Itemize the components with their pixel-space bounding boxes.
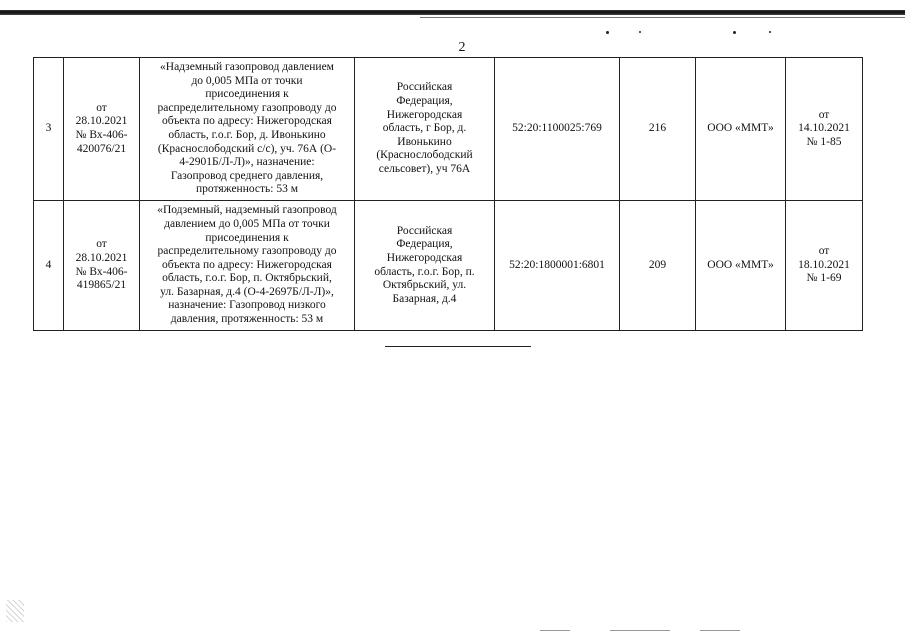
cell-request-line: 28.10.2021 <box>75 251 128 264</box>
cell-object-line: область, г.о.г. Бор, д. Ивонькино <box>168 129 326 141</box>
cell-object-line: до 0,005 МПа от точки <box>191 74 303 87</box>
cell-address-line: Нижегородская <box>386 108 463 121</box>
cell-object-line: 4-2901Б/Л-Л)», назначение: <box>179 156 315 169</box>
cell-object-line: распределительному газопроводу до <box>157 245 337 258</box>
cell-address-line: Федерация, <box>396 238 453 251</box>
cell-order-line: № 1-69 <box>806 272 842 285</box>
scan-edge-line <box>420 17 905 18</box>
cell-object-line: область, г.о.г. Бор, п. Октябрьский, <box>162 272 332 285</box>
cell-cadastral-value: 52:20:1100025:769 <box>512 122 602 135</box>
cell-request-line: 419865/21 <box>76 279 127 292</box>
cell-object-line: объекта по адресу: Нижегородская <box>162 258 332 271</box>
cell-address-line: Российская <box>396 224 453 237</box>
cell-object-line: присоединения к <box>205 231 289 244</box>
cell-address-line: сельсовет), уч 76А <box>378 162 471 175</box>
cell-request <box>64 58 140 201</box>
cell-address-line: Октябрьский, ул. <box>382 279 467 292</box>
cell-area-value: 216 <box>648 122 667 135</box>
scan-speck <box>769 31 771 33</box>
scan-speck <box>639 31 641 33</box>
cell-address-line: область, г.о.г. Бор, п. <box>374 265 475 278</box>
cell-address <box>355 201 495 331</box>
cell-cadastral-value: 52:20:1800001:6801 <box>509 258 605 271</box>
separator-line <box>385 346 531 347</box>
cell-index <box>34 58 64 201</box>
scan-noise <box>610 630 670 631</box>
cell-area <box>620 201 696 331</box>
cell-request-line: от <box>96 238 107 251</box>
cell-order-line: 18.10.2021 <box>798 258 850 271</box>
cell-owner-value: ООО «ММТ» <box>707 122 774 135</box>
cell-address-line: Нижегородская <box>386 251 463 264</box>
cell-order-line: 14.10.2021 <box>798 122 850 135</box>
cell-request-line: № Вх-406- <box>75 265 128 278</box>
cell-order <box>786 201 863 331</box>
cell-request-line: 28.10.2021 <box>75 115 128 128</box>
cell-order <box>786 58 863 201</box>
cell-area-value: 209 <box>648 258 667 271</box>
cell-area <box>620 58 696 201</box>
cell-address-line: Российская <box>396 81 453 94</box>
cell-owner <box>696 201 786 331</box>
scan-speck <box>733 31 736 34</box>
page-number: 2 <box>458 40 466 55</box>
cell-owner-value: ООО «ММТ» <box>707 258 774 271</box>
scan-noise <box>700 630 740 631</box>
cell-index-value: 3 <box>45 122 52 135</box>
cell-address-line: (Краснослободский <box>376 149 473 162</box>
scan-noise <box>540 630 570 631</box>
cell-object-line: протяженность: 53 м <box>195 183 298 196</box>
cell-cadastral <box>495 201 620 331</box>
cell-object-line: Газопровод среднего давления, <box>170 169 324 182</box>
table-row <box>34 58 863 201</box>
scan-speck <box>606 31 609 34</box>
cell-object-line: «Надземный газопровод давлением <box>160 61 334 74</box>
cell-order-line: от <box>818 108 830 121</box>
register-table <box>33 57 863 331</box>
cell-address-line: область, г Бор, д. <box>382 122 467 135</box>
cell-owner <box>696 58 786 201</box>
cell-object-line: «Подземный, надземный газопровод <box>157 204 337 217</box>
cell-object <box>140 58 355 201</box>
cell-cadastral <box>495 58 620 201</box>
cell-address-line: Федерация, <box>396 95 453 108</box>
cell-object-line: объекта по адресу: Нижегородская <box>162 115 332 128</box>
cell-object-line: распределительному газопроводу до <box>157 101 337 114</box>
cell-object-line: давлением до 0,005 МПа от точки <box>164 217 330 230</box>
cell-address-line: Ивонькино <box>397 135 452 148</box>
scan-noise <box>6 600 24 622</box>
cell-request-line: № Вх-406- <box>75 129 128 141</box>
cell-index-value: 4 <box>45 258 52 271</box>
cell-address-line: Базарная, д.4 <box>392 292 457 305</box>
cell-order-line: от <box>818 245 830 258</box>
cell-request-line: от <box>96 101 107 114</box>
cell-request <box>64 201 140 331</box>
cell-object-line: назначение: Газопровод низкого <box>168 299 326 312</box>
table-row <box>34 201 863 331</box>
cell-index <box>34 201 64 331</box>
cell-request-line: 420076/21 <box>76 142 127 155</box>
cell-object-line: ул. Базарная, д.4 (О-4-2697Б/Л-Л)», <box>160 285 334 298</box>
cell-object-line: давления, протяженность: 53 м <box>170 313 324 326</box>
cell-object-line: (Краснослободский с/с), уч. 76А (О- <box>157 142 337 155</box>
scan-edge-shadow <box>0 10 905 15</box>
cell-order-line: № 1-85 <box>806 135 842 148</box>
cell-object-line: присоединения к <box>205 88 289 101</box>
cell-object <box>140 201 355 331</box>
cell-address <box>355 58 495 201</box>
